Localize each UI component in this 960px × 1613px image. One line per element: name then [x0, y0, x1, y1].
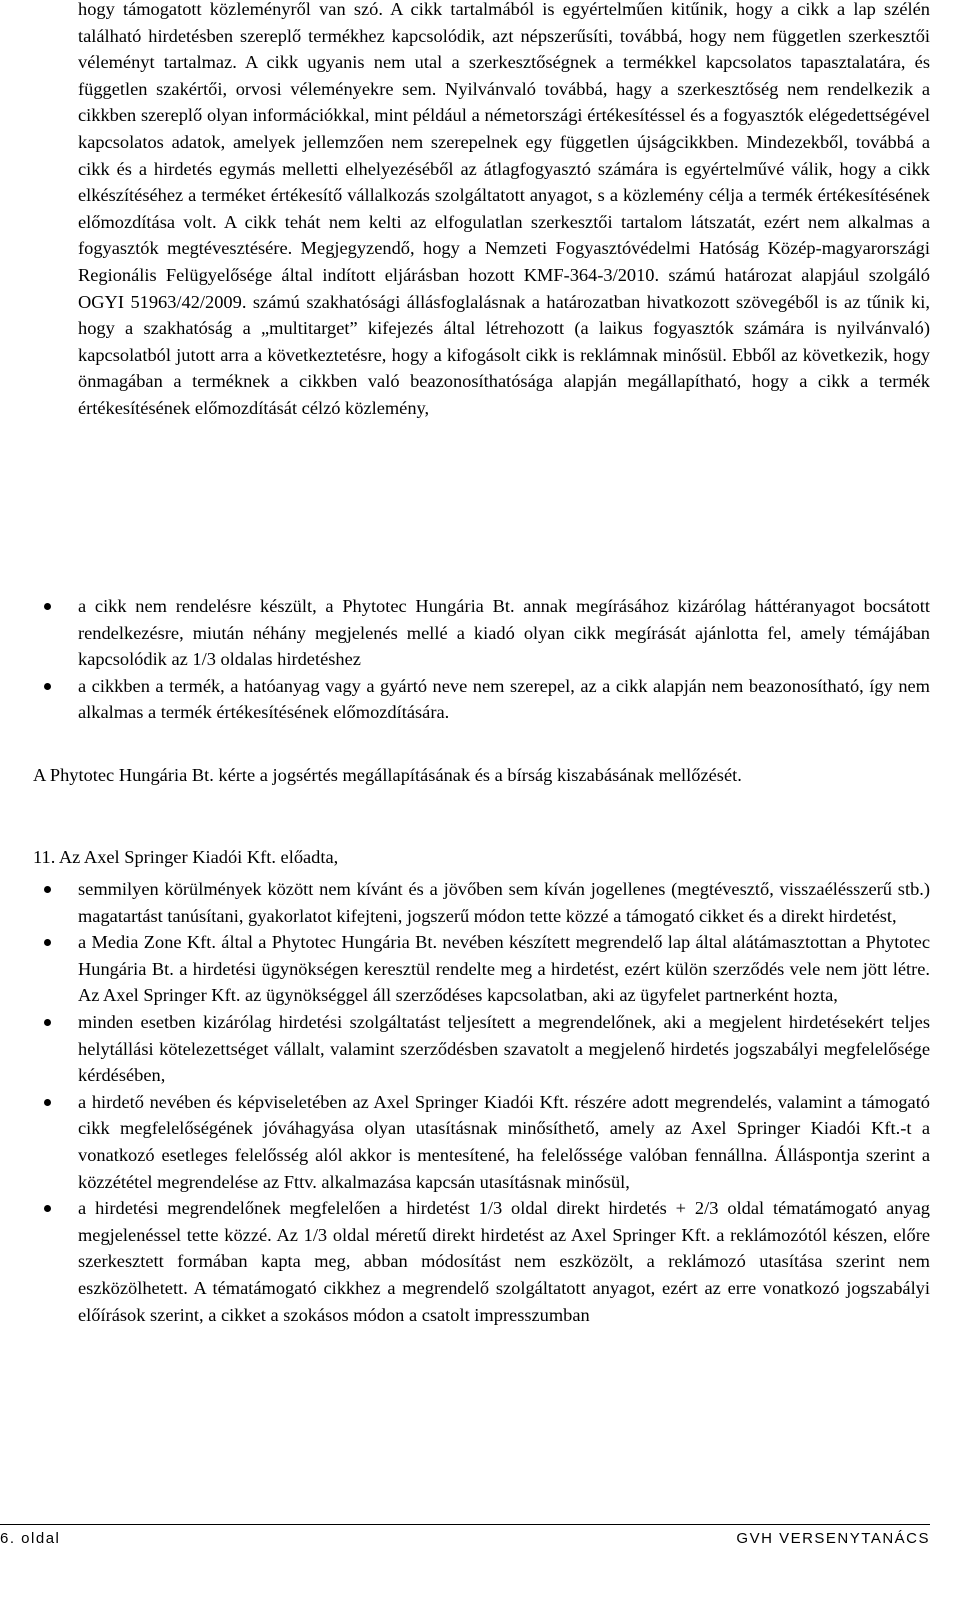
list-item — [78, 876, 930, 929]
bullet-icon — [44, 939, 51, 946]
bullet-list-axel-springer — [78, 876, 930, 1328]
footer-organization: GVH VERSENYTANÁCS — [736, 1530, 930, 1547]
list-item-text: semmilyen körülmények között nem kívánt és a jövőben sem kíván jogellenes (megtévesztő, visszaélésszerű stb.) magatartást tanúsítani, gyakorlatot kifejteni, jogszerű módon tette közzé a támogató cikket és a direkt hirdetést, — [78, 879, 930, 926]
list-item — [78, 593, 930, 673]
bullet-icon — [44, 886, 51, 893]
bullet-icon — [44, 683, 51, 690]
list-item — [78, 673, 930, 726]
bullet-icon — [44, 1019, 51, 1026]
list-item — [78, 1089, 930, 1195]
bullet-icon — [44, 603, 51, 610]
bullet-icon — [44, 1205, 51, 1212]
list-item-text: minden esetben kizárólag hirdetési szolgáltatást teljesített a megrendelőnek, aki a megjelent hirdetésekért teljes helytállási kötelezettséget vállalt, valamint szerződésben szavatolt a megjelenő hirdetés jogszabályi megfelelősége kérdésében, — [78, 1011, 930, 1086]
phytotec-request-paragraph: A Phytotec Hungária Bt. kérte a jogsértés megállapításának és a bírság kiszabásának mellőzését. — [33, 765, 742, 785]
footer-divider — [0, 1524, 930, 1525]
list-item-text: a hirdetési megrendelőnek megfelelően a hirdetést 1/3 oldal direkt hirdetés + 2/3 oldal tématámogató anyag megjelenéssel tette közzé. Az 1/3 oldal méretű direkt hirdetést az Axel Springer Kft. a reklámozótól készen, előre szerkesztett formában kapta meg, abban módosítást nem eszközölt, a reklámozó utasítása szerint nem eszközölhetett. A tématámogató cikkhez a megrendelő szolgáltatott anyagot, ezért az erre vonatkozó jogszabályi előírások szerint, a cikket a szokásos módon a csatolt impresszumban — [78, 1198, 930, 1325]
list-item-text: a hirdető nevében és képviseletében az Axel Springer Kiadói Kft. részére adott megrendelés, valamint a támogató cikk megfelelőségének jóváhagyása olyan utasításnak minősíthető, amely az Axel Springer Kiadói Kft.-t a vonatkozó esetleges felelősség alól akkor is mentesítené, ha felelőssége valóban fennállna. Álláspontja szerint a közzététel megrendelése az Fttv. alkalmazása kapcsán utasításnak minősül, — [78, 1091, 930, 1192]
bullet-list-phytotec — [78, 593, 930, 726]
list-item-text: a cikkben a termék, a hatóanyag vagy a gyártó neve nem szerepel, az a cikk alapján nem beazonosítható, így nem alkalmas a termék értékesítésének előmozdítására. — [78, 675, 930, 723]
page-number: 6. oldal — [0, 1530, 61, 1547]
section-heading: 11. Az Axel Springer Kiadói Kft. előadta, — [33, 847, 339, 867]
bullet-icon — [44, 1099, 51, 1106]
list-item-text: a cikk nem rendelésre készült, a Phytotec Hungária Bt. annak megírásához kizárólag háttéranyagot bocsátott rendelkezésre, miután néhány megjelenés mellé a kiadó olyan cikk megírását ajánlotta fel, amely témájában kapcsolódik az 1/3 oldalas hirdetéshez — [78, 596, 930, 670]
list-item — [78, 1195, 930, 1328]
list-item — [78, 1009, 930, 1089]
list-item — [78, 929, 930, 1009]
continuation-paragraph: hogy támogatott közleményről van szó. A cikk tartalmából is egyértelműen kitűnik, hogy a cikk a lap szélén található hirdetésben szereplő termékhez kapcsolódik, azt népszerűsíti, továbbá, hogy nem független szerkesztői véleményt tartalmaz. A cikk ugyanis nem utal a szerkesztőségnek a termékkel kapcsolatos tapasztalatára, és független szakértői, orvosi véleményekre sem. Nyilvánvaló továbbá, hagy a szerkesztőség nem rendelkezik a cikkben szereplő olyan információkkal, mint például a németországi értékesítéssel és a fogyasztók elégedettségével kapcsolatos adatok, amelyek jellemzően nem szerepelnek egy független újságcikkben. Mindezekből, továbbá a cikk és a hirdetés egymás melletti elhelyezéséből az átlagfogyasztó számára is egyértelművé válik, hogy a cikk elkészítéséhez a terméket értékesítő vállalkozás szolgáltatott anyagot, s a közlemény célja a termék értékesítésének előmozdítása volt. A cikk tehát nem kelti az elfogulatlan szerkesztői tartalom látszatát, ezért nem alkalmas a fogyasztók megtévesztésére. Megjegyzendő, hogy a Nemzeti Fogyasztóvédelmi Hatóság Közép-magyarországi Regionális Felügyelősége által indított eljárásban hozott KMF-364-3/2010. számú határozat alapjául szolgáló OGYI 51963/42/2009. számú szakhatósági állásfoglalásnak a határozatban hivatkozott szövegéből is az tűnik ki, hogy a szakhatóság a „multitarget” kifejezés által létrehozott (a laikus fogyasztók számára is nyilvánvaló) kapcsolatból jutott arra a következtetésre, hogy a kifogásolt cikk is reklámnak minősül. Ebből az következik, hogy önmagában a terméknek a cikkben való beazonosíthatósága alapján megállapítható, hogy a cikk a termék értékesítésének előmozdítását célzó közlemény, — [78, 0, 930, 418]
list-item-text: a Media Zone Kft. által a Phytotec Hungária Bt. nevében készített megrendelő lap által alátámasztottan a Phytotec Hungária Bt. a hirdetési ügynökségen keresztül rendelte meg a hirdetést, ezért külön szerződés vele nem jött létre. Az Axel Springer Kft. az ügynökséggel áll szerződéses kapcsolatban, aki az ügyfelet partnerként hozta, — [78, 932, 930, 1006]
